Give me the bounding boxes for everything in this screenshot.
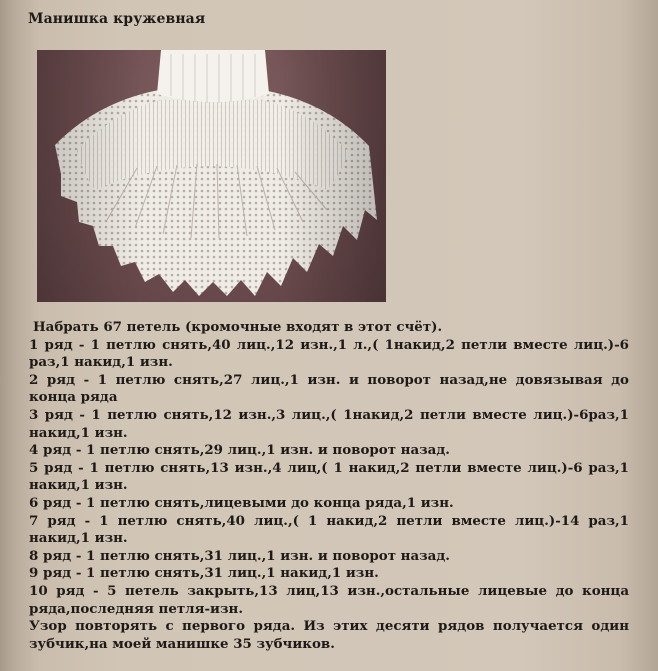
row-2: 2 ряд - 1 петлю снять,27 лиц.,1 изн. и поворот назад,не довязывая до конца ряда bbox=[29, 371, 629, 406]
lace-collar-illustration bbox=[37, 50, 386, 302]
row-6: 6 ряд - 1 петлю снять,лицевыми до конца ряда,1 изн. bbox=[29, 494, 454, 511]
row-7: 7 ряд - 1 петлю снять,40 лиц.,( 1 накид,2 петли вместе лиц.)-14 раз,1 накид,1 изн. bbox=[29, 512, 629, 547]
knitting-instructions bbox=[29, 319, 629, 653]
lace-collar-photo bbox=[37, 50, 386, 302]
row-4: 4 ряд - 1 петлю снять,29 лиц.,1 изн. и поворот назад. bbox=[29, 442, 450, 459]
pattern-repeat-note: Узор повторять с первого ряда. Из этих десяти рядов получается один зубчик,на моей манишке 35 зубчиков. bbox=[29, 618, 629, 652]
instructions-intro: Набрать 67 петель (кромочные входят в этот счёт). bbox=[33, 319, 443, 335]
page-title: Манишка кружевная bbox=[28, 11, 206, 27]
row-8: 8 ряд - 1 петлю снять,31 лиц.,1 изн. и поворот назад. bbox=[29, 547, 450, 564]
row-5: 5 ряд - 1 петлю снять,13 изн.,4 лиц,( 1 накид,2 петли вместе лиц.)-6 раз,1 накид,1 изн. bbox=[29, 459, 629, 494]
row-3: 3 ряд - 1 петлю снять,12 изн.,3 лиц.,( 1накид,2 петли вместе лиц.)-6раз,1 накид,1 изн. bbox=[29, 406, 629, 441]
row-10: 10 ряд - 5 петель закрыть,13 лиц,13 изн.,остальные лицевые до конца ряда,последняя петля-изн. bbox=[29, 582, 629, 617]
row-1: 1 ряд - 1 петлю снять,40 лиц.,12 изн.,1 л.,( 1накид,2 петли вместе лиц.)-6 раз,1 накид,1 изн. bbox=[29, 336, 629, 371]
row-9: 9 ряд - 1 петлю снять,31 лиц.,1 накид,1 изн. bbox=[29, 565, 379, 582]
